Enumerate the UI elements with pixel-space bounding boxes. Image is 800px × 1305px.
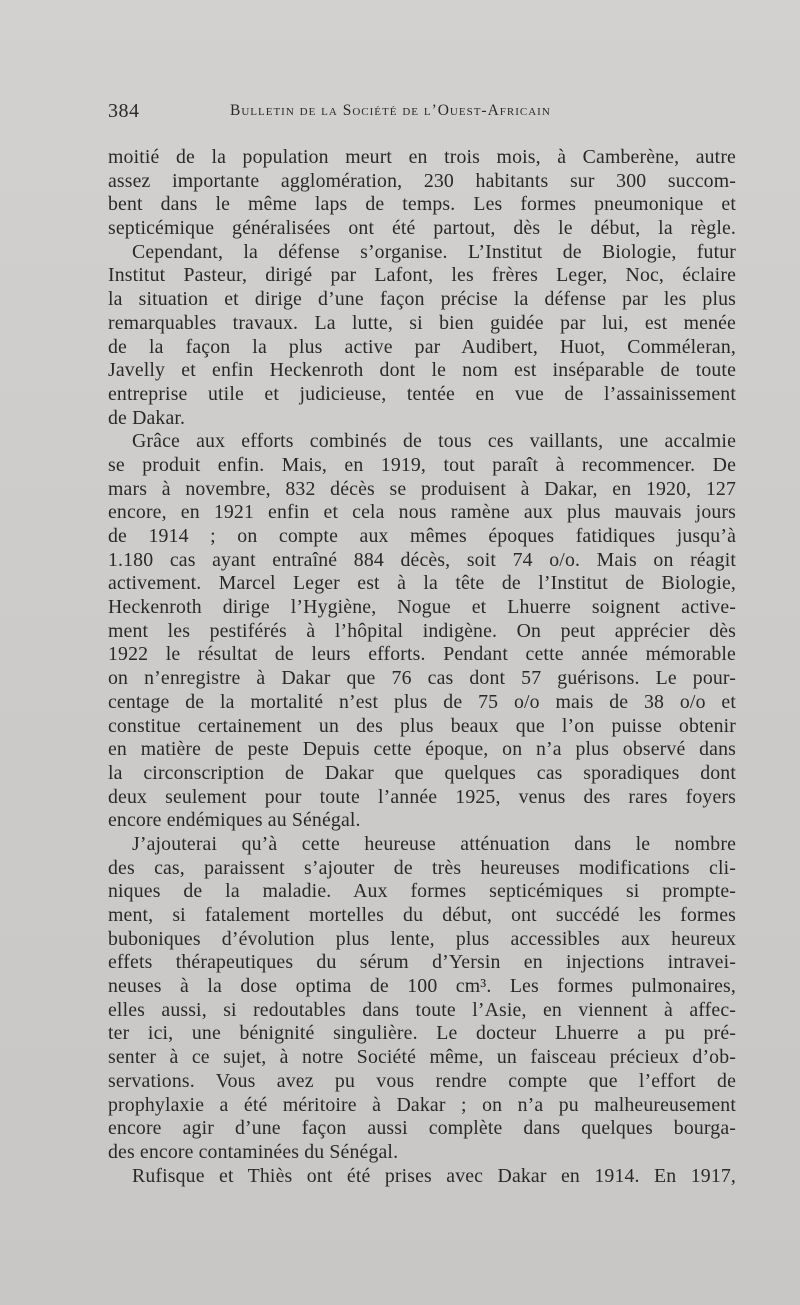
text-line: septicémique généralisées ont été partout, dès le début, la règle. — [108, 217, 736, 240]
text-line: des cas, paraissent s’ajouter de très heureuses modifications cli- — [108, 856, 736, 879]
text-line: encore, en 1921 enfin et cela nous ramène aux plus mauvais jours — [108, 501, 736, 524]
text-line: de la façon la plus active par Audibert, Huot, Comméleran, — [108, 335, 736, 358]
page-header — [108, 100, 740, 130]
text-line: Institut Pasteur, dirigé par Lafont, les frères Leger, Noc, éclaire — [108, 264, 736, 287]
text-line: activement. Marcel Leger est à la tête de l’Institut de Biologie, — [108, 572, 736, 595]
page-number: 384 — [108, 100, 140, 122]
text-line: 1922 le résultat de leurs efforts. Pendant cette année mémorable — [108, 643, 736, 666]
text-line: bent dans le même laps de temps. Les formes pneumonique et — [108, 193, 736, 216]
text-line: la situation et dirige d’une façon précise la défense par les plus — [108, 288, 736, 311]
text-line: niques de la maladie. Aux formes septicémiques si prompte- — [108, 880, 736, 903]
text-line: deux seulement pour toute l’année 1925, venus des rares foyers — [108, 785, 736, 808]
text-line: centage de la mortalité n’est plus de 75 o/o mais de 38 o/o et — [108, 690, 736, 713]
text-line: Grâce aux efforts combinés de tous ces vaillants, une accalmie — [132, 430, 736, 453]
text-line: assez importante agglomération, 230 habitants sur 300 succom- — [108, 169, 736, 192]
text-line: moitié de la population meurt en trois mois, à Camberène, autre — [108, 146, 736, 168]
text-line: des encore contaminées du Sénégal. — [108, 1140, 399, 1163]
text-line: servations. Vous avez pu vous rendre compte que l’effort de — [108, 1069, 736, 1092]
text-line: mars à novembre, 832 décès se produisent à Dakar, en 1920, 127 — [108, 477, 736, 500]
text-line: en matière de peste Depuis cette époque, on n’a plus observé dans — [108, 738, 736, 761]
text-line: Cependant, la défense s’organise. L’Institut de Biologie, futur — [132, 240, 736, 263]
text-line: Heckenroth dirige l’Hygiène, Nogue et Lhuerre soignent active- — [108, 596, 736, 619]
text-line: effets thérapeutiques du sérum d’Yersin en injections intravei- — [108, 951, 736, 974]
text-line: constitue certainement un des plus beaux que l’on puisse obtenir — [108, 714, 736, 737]
text-line: entreprise utile et judicieuse, tentée en vue de l’assainissement — [108, 382, 736, 405]
text-line: 1.180 cas ayant entraîné 884 décès, soit 74 o/o. Mais on réagit — [108, 548, 736, 571]
text-line: J’ajouterai qu’à cette heureuse atténuation dans le nombre — [132, 832, 736, 855]
text-line: prophylaxie a été méritoire à Dakar ; on n’a pu malheureusement — [108, 1093, 736, 1116]
text-line: elles aussi, si redoutables dans toute l’Asie, en viennent à affec- — [108, 998, 736, 1021]
text-line: senter à ce sujet, à notre Société même, un faisceau précieux d’ob- — [108, 1046, 736, 1069]
text-line: encore agir d’une façon aussi complète dans quelques bourga- — [108, 1117, 736, 1140]
text-line: neuses à la dose optima de 100 cm³. Les formes pulmonaires, — [108, 975, 736, 998]
text-line: Rufisque et Thiès ont été prises avec Dakar en 1914. En 1917, — [132, 1164, 736, 1187]
text-line: Javelly et enfin Heckenroth dont le nom est inséparable de toute — [108, 359, 736, 382]
text-line: ment, si fatalement mortelles du début, ont succédé les formes — [108, 904, 736, 926]
text-line: se produit enfin. Mais, en 1919, tout paraît à recommencer. De — [108, 453, 736, 476]
text-line: la circonscription de Dakar que quelques cas sporadiques dont — [108, 761, 736, 784]
text-line: de Dakar. — [108, 406, 186, 429]
text-line: on n’enregistre à Dakar que 76 cas dont 57 guérisons. Le pour- — [108, 667, 736, 690]
running-title: Bulletin de la Société de l’Ouest-Africain — [230, 102, 551, 119]
body-text — [108, 146, 736, 1188]
text-line: remarquables travaux. La lutte, si bien guidée par lui, est menée — [108, 311, 736, 334]
text-line: de 1914 ; on compte aux mêmes époques fatidiques jusqu’à — [108, 525, 736, 547]
text-line: ment les pestiférés à l’hôpital indigène. On peut apprécier dès — [108, 619, 736, 642]
text-line: buboniques d’évolution plus lente, plus accessibles aux heureux — [108, 927, 736, 950]
text-line: encore endémiques au Sénégal. — [108, 809, 361, 832]
text-line: ter ici, une bénignité singulière. Le docteur Lhuerre a pu pré- — [108, 1022, 736, 1045]
